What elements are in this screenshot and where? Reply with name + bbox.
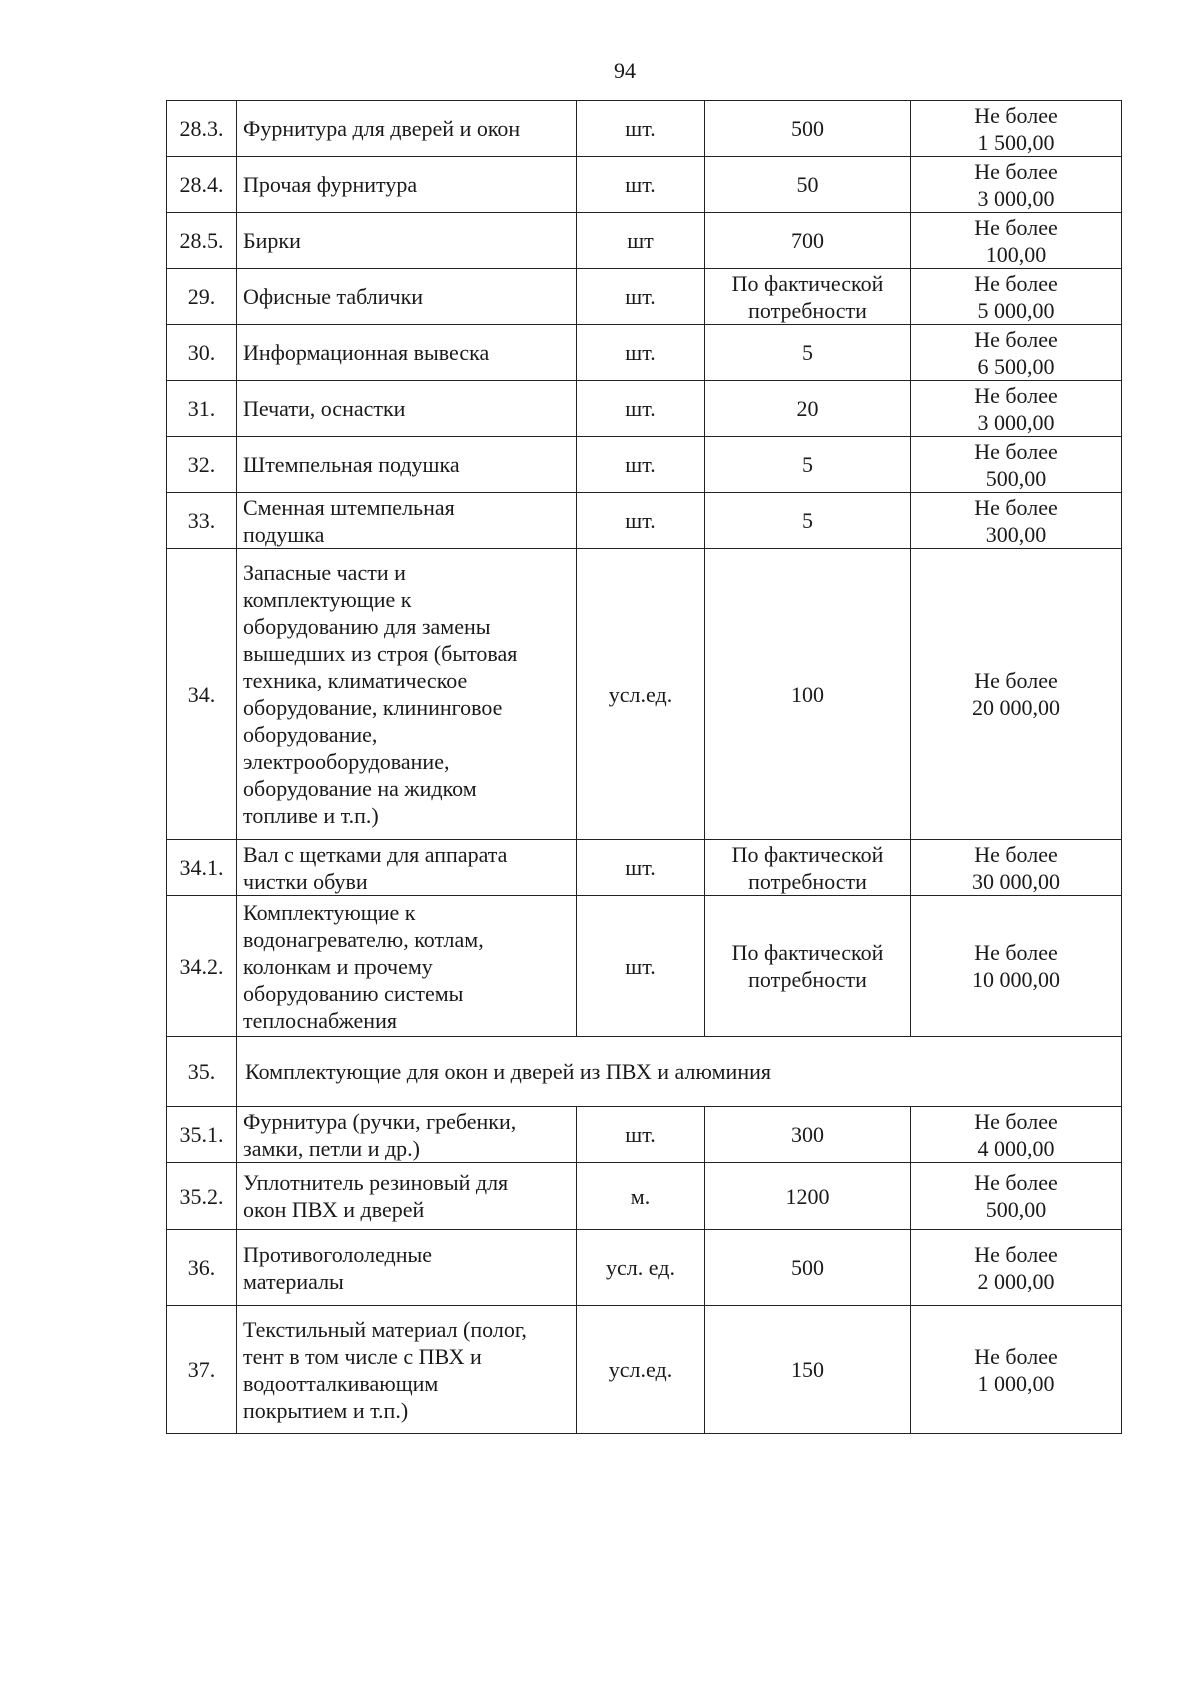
item-name: Вал с щетками для аппарата чистки обуви	[237, 840, 577, 896]
item-name: Фурнитура (ручки, гребенки, замки, петли и др.)	[237, 1107, 577, 1163]
row-number: 31.	[167, 381, 237, 437]
unit: шт.	[577, 493, 705, 549]
item-name: Сменная штемпельная подушка	[237, 493, 577, 549]
row-number: 28.3.	[167, 101, 237, 157]
items-table	[166, 100, 1122, 1434]
quantity: 20	[705, 381, 911, 437]
table-row	[167, 493, 1122, 549]
quantity: 50	[705, 157, 911, 213]
section-title: Комплектующие для окон и дверей из ПВХ и алюминия	[237, 1037, 1122, 1107]
unit: шт	[577, 213, 705, 269]
quantity: 150	[705, 1306, 911, 1434]
row-number: 37.	[167, 1306, 237, 1434]
table-row	[167, 325, 1122, 381]
item-name: Противогололедные материалы	[237, 1230, 577, 1306]
quantity: 1200	[705, 1163, 911, 1230]
unit: шт.	[577, 1107, 705, 1163]
price: Не более 5 000,00	[911, 269, 1122, 325]
unit: шт.	[577, 101, 705, 157]
quantity: 700	[705, 213, 911, 269]
price: Не более 30 000,00	[911, 840, 1122, 896]
row-number: 36.	[167, 1230, 237, 1306]
table-row	[167, 157, 1122, 213]
unit: шт.	[577, 437, 705, 493]
item-name: Фурнитура для дверей и окон	[237, 101, 577, 157]
quantity: 300	[705, 1107, 911, 1163]
price: Не более 6 500,00	[911, 325, 1122, 381]
price: Не более 4 000,00	[911, 1107, 1122, 1163]
quantity: 500	[705, 101, 911, 157]
price: Не более 10 000,00	[911, 896, 1122, 1037]
item-name: Запасные части и комплектующие к оборудованию для замены вышедших из строя (бытовая техника, климатическое оборудование, клининговое оборудование, электрооборудование, оборудование на жидком топливе и т.п.)	[237, 549, 577, 840]
unit: шт.	[577, 896, 705, 1037]
item-name: Информационная вывеска	[237, 325, 577, 381]
quantity: 5	[705, 437, 911, 493]
quantity: 5	[705, 493, 911, 549]
row-number: 35.	[167, 1037, 237, 1107]
row-number: 29.	[167, 269, 237, 325]
row-number: 34.	[167, 549, 237, 840]
table-row	[167, 269, 1122, 325]
price: Не более 20 000,00	[911, 549, 1122, 840]
row-number: 28.5.	[167, 213, 237, 269]
quantity: По фактической потребности	[705, 840, 911, 896]
items-table-body	[167, 101, 1122, 1434]
item-name: Печати, оснастки	[237, 381, 577, 437]
table-row	[167, 1230, 1122, 1306]
unit: шт.	[577, 840, 705, 896]
price: Не более 500,00	[911, 437, 1122, 493]
table-row	[167, 1107, 1122, 1163]
item-name: Бирки	[237, 213, 577, 269]
page-number: 94	[614, 58, 636, 83]
table-row	[167, 549, 1122, 840]
row-number: 34.1.	[167, 840, 237, 896]
item-name: Прочая фурнитура	[237, 157, 577, 213]
quantity: 500	[705, 1230, 911, 1306]
unit: шт.	[577, 381, 705, 437]
table-row	[167, 213, 1122, 269]
table-row	[167, 1306, 1122, 1434]
unit: м.	[577, 1163, 705, 1230]
row-number: 32.	[167, 437, 237, 493]
price: Не более 2 000,00	[911, 1230, 1122, 1306]
item-name: Комплектующие к водонагревателю, котлам, колонкам и прочему оборудованию системы теплоснабжения	[237, 896, 577, 1037]
item-name: Офисные таблички	[237, 269, 577, 325]
price: Не более 3 000,00	[911, 381, 1122, 437]
table-row	[167, 437, 1122, 493]
price: Не более 1 000,00	[911, 1306, 1122, 1434]
item-name: Штемпельная подушка	[237, 437, 577, 493]
price: Не более 500,00	[911, 1163, 1122, 1230]
price: Не более 300,00	[911, 493, 1122, 549]
price: Не более 3 000,00	[911, 157, 1122, 213]
table-row	[167, 840, 1122, 896]
row-number: 35.2.	[167, 1163, 237, 1230]
row-number: 33.	[167, 493, 237, 549]
price: Не более 1 500,00	[911, 101, 1122, 157]
row-number: 35.1.	[167, 1107, 237, 1163]
row-number: 34.2.	[167, 896, 237, 1037]
unit: усл.ед.	[577, 1306, 705, 1434]
table-row	[167, 101, 1122, 157]
quantity: 100	[705, 549, 911, 840]
price: Не более 100,00	[911, 213, 1122, 269]
unit: шт.	[577, 157, 705, 213]
item-name: Текстильный материал (полог, тент в том числе с ПВХ и водоотталкивающим покрытием и т.п.)	[237, 1306, 577, 1434]
table-row	[167, 1163, 1122, 1230]
table-row	[167, 381, 1122, 437]
unit: шт.	[577, 269, 705, 325]
unit: шт.	[577, 325, 705, 381]
table-row	[167, 896, 1122, 1037]
row-number: 30.	[167, 325, 237, 381]
row-number: 28.4.	[167, 157, 237, 213]
quantity: 5	[705, 325, 911, 381]
unit: усл. ед.	[577, 1230, 705, 1306]
quantity: По фактической потребности	[705, 269, 911, 325]
quantity: По фактической потребности	[705, 896, 911, 1037]
item-name: Уплотнитель резиновый для окон ПВХ и дверей	[237, 1163, 577, 1230]
section-row	[167, 1037, 1122, 1107]
unit: усл.ед.	[577, 549, 705, 840]
